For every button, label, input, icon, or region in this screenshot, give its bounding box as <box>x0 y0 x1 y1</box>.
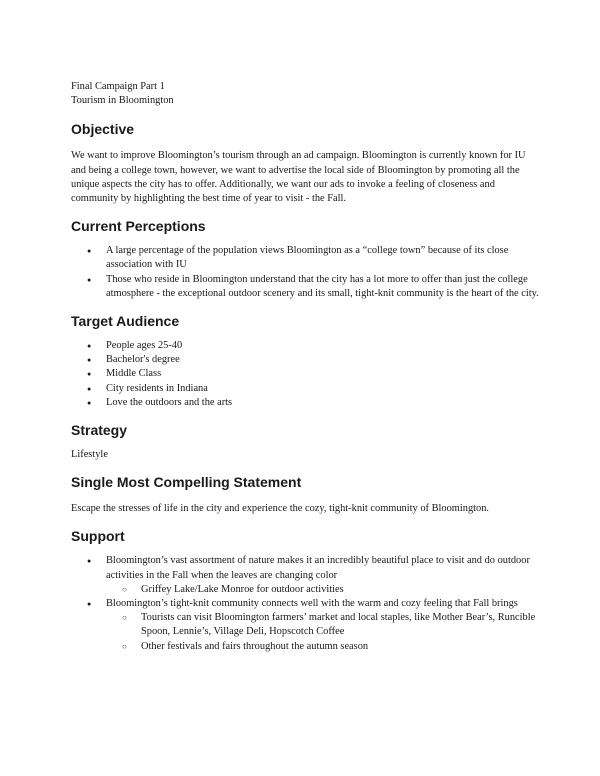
statement-heading: Single Most Compelling Statement <box>71 474 302 491</box>
objective-text: We want to improve Bloomington’s tourism through an ad campaign. Bloomington is currently known for IU and being a college town, however, we want to advertise the local side of Bloomington by promoting all the unique aspects the city has to offer. Additionally, we want our ads to invoke a feeling of closeness and community by highlighting the best time of year to visit - the Fall. <box>71 150 526 205</box>
list-item: ● People ages 25-40 <box>71 339 541 353</box>
sub-list-item: ○ Griffey Lake/Lake Monroe for outdoor activities <box>71 583 541 597</box>
list-item: ● Those who reside in Bloomington understand that the city has a lot more to offer than just the college atmosphere - the exceptional outdoor scenery and its small, tight-knit community is the heart of the city. <box>71 273 541 301</box>
audience-list <box>71 339 541 410</box>
perceptions-heading: Current Perceptions <box>71 218 206 235</box>
document-title: Final Campaign Part 1 <box>71 81 165 92</box>
strategy-heading: Strategy <box>71 422 128 439</box>
objective-heading: Objective <box>71 121 135 138</box>
list-item: ● A large percentage of the population views Bloomington as a “college town” because of its close association with IU <box>71 244 541 272</box>
document-page <box>71 80 541 654</box>
support-list <box>71 554 541 653</box>
document-subtitle: Tourism in Bloomington <box>71 95 174 107</box>
perceptions-list <box>71 244 541 301</box>
statement-text: Escape the stresses of life in the city and experience the cozy, tight-knit community of Bloomington. <box>71 503 490 515</box>
list-item: ● City residents in Indiana <box>71 382 541 396</box>
list-item: ● Bloomington’s vast assortment of nature makes it an incredibly beautiful place to visit and do outdoor activities in the Fall when the leaves are changing color <box>71 554 541 582</box>
list-item: ● Bachelor's degree <box>71 353 541 367</box>
list-item: ● Love the outdoors and the arts <box>71 396 541 410</box>
list-item: ● Bloomington’s tight-knit community connects well with the warm and cozy feeling that Fall brings <box>71 597 541 611</box>
sub-list-item: ○ Other festivals and fairs throughout the autumn season <box>71 640 541 654</box>
sub-list-item: ○ Tourists can visit Bloomington farmers’ market and local staples, like Mother Bear’s, Runcible Spoon, Lennie’s, Village Deli, Hopscotch Coffee <box>71 611 541 639</box>
audience-heading: Target Audience <box>71 313 180 330</box>
list-item: ● Middle Class <box>71 367 541 381</box>
support-heading: Support <box>71 528 125 545</box>
strategy-text: Lifestyle <box>71 449 108 461</box>
